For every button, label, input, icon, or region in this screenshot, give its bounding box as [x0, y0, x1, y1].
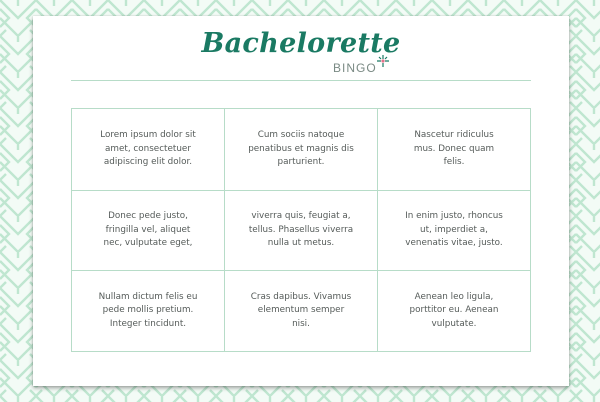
- cell-line: elementum semper: [257, 305, 345, 316]
- logo-subtitle: BINGO: [333, 61, 377, 75]
- cell-line: mus. Donec quam: [413, 143, 495, 154]
- cell-line: Donec pede justo,: [108, 211, 188, 222]
- bingo-cell[interactable]: [225, 109, 378, 191]
- cell-line: ut, imperdiet a,: [420, 224, 488, 235]
- cell-line: nec, vulputate eget,: [103, 238, 193, 249]
- logo: [33, 28, 569, 88]
- bingo-cell[interactable]: [72, 109, 225, 191]
- cell-line: venenatis vitae, justo.: [405, 238, 503, 249]
- cell-line: nisi.: [292, 318, 310, 329]
- bingo-cell[interactable]: [72, 191, 225, 271]
- bingo-card: [33, 16, 569, 386]
- bingo-cell[interactable]: [72, 271, 225, 351]
- cell-line: parturient.: [277, 157, 325, 168]
- cell-line: Cum sociis natoque: [257, 130, 345, 141]
- bingo-cell[interactable]: [378, 109, 530, 191]
- cell-line: fringilla vel, aliquet: [105, 224, 191, 235]
- cell-line: adipiscing elit dolor.: [103, 157, 193, 168]
- cell-line: vulputate.: [431, 318, 477, 329]
- bingo-cell[interactable]: [225, 271, 378, 351]
- cell-line: Cras dapibus. Vivamus: [250, 291, 352, 302]
- cell-line: In enim justo, rhoncus: [405, 211, 503, 222]
- cell-line: nulla ut metus.: [267, 238, 335, 249]
- cell-line: felis.: [443, 157, 465, 168]
- title-divider: [71, 80, 531, 81]
- cell-line: penatibus et magnis dis: [248, 143, 354, 154]
- cell-line: Aenean leo ligula,: [414, 291, 494, 302]
- bingo-cell[interactable]: [378, 191, 530, 271]
- cell-line: amet, consectetuer: [105, 143, 191, 154]
- cell-line: pede mollis pretium.: [102, 305, 194, 316]
- sparkle-icon: [376, 54, 390, 68]
- bingo-cell[interactable]: [378, 271, 530, 351]
- cell-line: tellus. Phasellus viverra: [248, 224, 354, 235]
- bingo-cell[interactable]: [225, 191, 378, 271]
- cell-line: Nascetur ridiculus: [414, 130, 494, 141]
- cell-line: Nullam dictum felis eu: [98, 291, 198, 302]
- cell-line: Integer tincidunt.: [109, 318, 187, 329]
- bingo-grid: [71, 108, 531, 352]
- cell-line: Lorem ipsum dolor sit: [100, 130, 196, 141]
- cell-line: viverra quis, feugiat a,: [251, 211, 351, 222]
- cell-line: porttitor eu. Aenean: [409, 305, 499, 316]
- logo-title: Bachelorette: [201, 28, 401, 59]
